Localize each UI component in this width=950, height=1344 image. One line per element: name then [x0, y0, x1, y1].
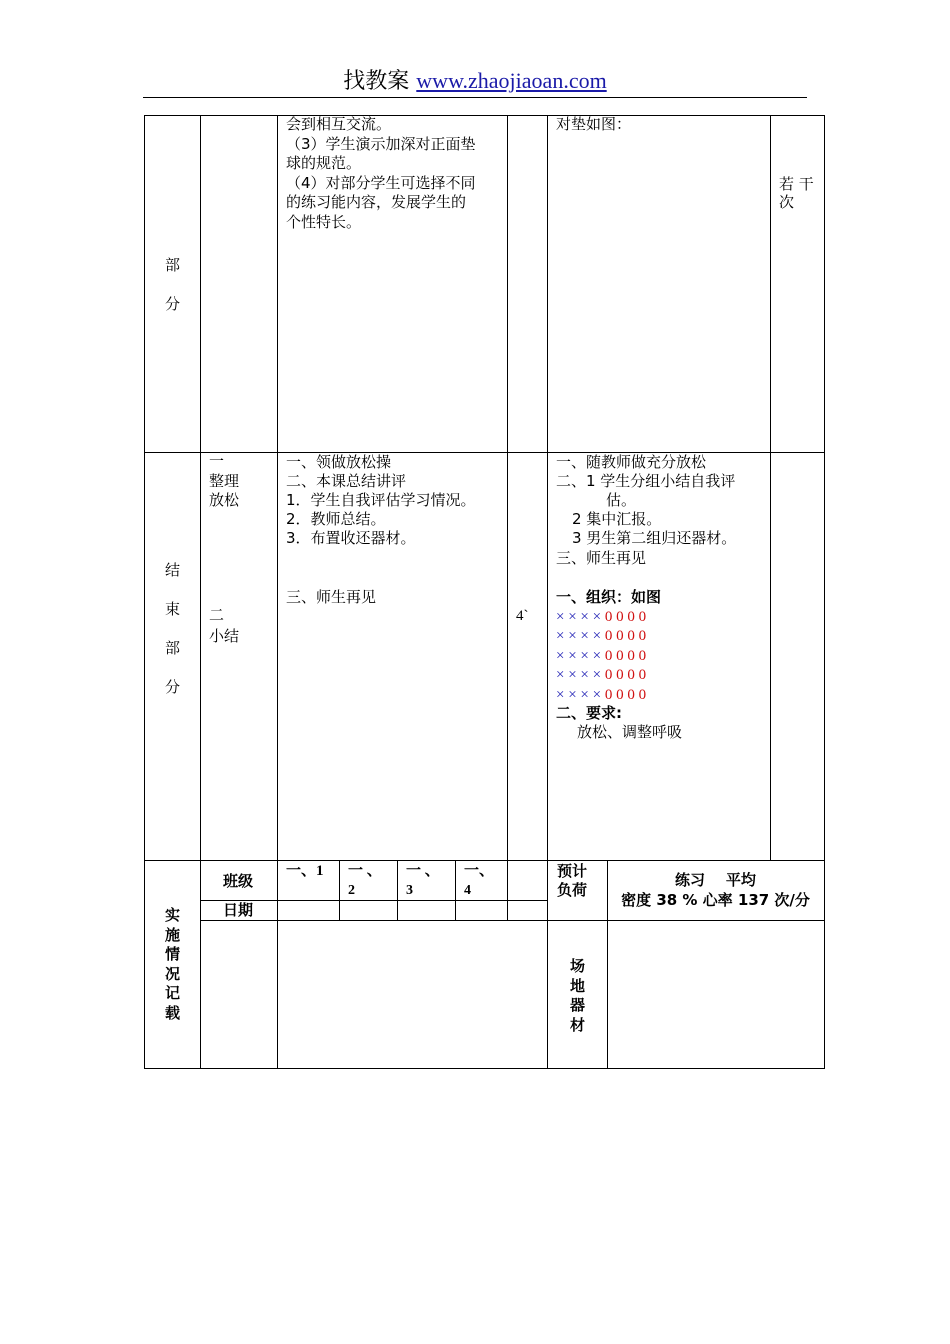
- org-line: 一、随教师做充分放松: [556, 453, 707, 471]
- section-top-label: [145, 256, 200, 314]
- label-char: 结: [164, 561, 180, 579]
- header-title: 找教案: [343, 69, 410, 94]
- label-char: 束: [164, 600, 180, 618]
- content-line: 二、本课总结讲评: [286, 472, 407, 490]
- label-char: 部: [164, 639, 180, 657]
- content-line: 的练习能内容，发展学生的: [286, 193, 467, 211]
- content-line: 球的规范。: [286, 154, 362, 172]
- content-line: 3．布置收还器材。: [286, 529, 416, 547]
- class-line: 一、: [464, 863, 495, 879]
- label-char: 材: [569, 1015, 585, 1034]
- formation-row: [556, 647, 646, 667]
- header-rule: [143, 97, 807, 98]
- load-label-line: 预计: [557, 862, 588, 880]
- label-char: 部: [164, 256, 180, 274]
- formation-crosses: × × × ×: [556, 667, 605, 684]
- col-divider: [770, 115, 771, 860]
- formation-crosses: × × × ×: [556, 609, 605, 625]
- label-char: 地: [569, 976, 585, 995]
- col-divider: [277, 115, 278, 1068]
- col-divider: [200, 115, 201, 1068]
- table-right-border: [824, 115, 825, 1068]
- content-line: 一、领做放松操: [286, 453, 392, 471]
- label-char: 载: [164, 1003, 180, 1022]
- record-label: [145, 906, 200, 1023]
- org-line: 估。: [606, 491, 637, 509]
- section-end-time: 4`: [516, 608, 529, 624]
- stage-line: 二: [209, 606, 225, 624]
- content-line: （3）学生演示加深对正面垫: [286, 135, 476, 153]
- row-divider: [144, 860, 825, 861]
- col-divider: [339, 860, 340, 920]
- label-char: 实: [164, 906, 180, 924]
- content-line: 三、师生再见: [286, 588, 377, 606]
- stage-line: 一: [209, 452, 225, 470]
- formation-circles: 0 0 0 0: [604, 667, 647, 684]
- count-line: 若 干: [779, 175, 814, 193]
- class-line: 4: [464, 883, 471, 898]
- col-divider: [397, 860, 398, 920]
- formation-crosses: × × × ×: [556, 628, 605, 645]
- formation-circles: 0 0 0 0: [604, 647, 647, 664]
- label-char: 情: [164, 945, 180, 963]
- row-divider: [547, 920, 825, 921]
- content-line: 会到相互交流。: [286, 115, 392, 133]
- col-divider: [507, 860, 508, 920]
- section-end-label: [145, 561, 200, 697]
- col-divider: [455, 860, 456, 920]
- class-line: 2: [348, 883, 355, 898]
- class-line: 一 、: [406, 863, 440, 879]
- formation-crosses: × × × ×: [556, 686, 605, 703]
- org-line: 3 男生第二组归还器材。: [572, 529, 737, 547]
- header-site-link[interactable]: www.zhaojiaoan.com: [416, 68, 607, 93]
- org-heading: 一、组织：如图: [556, 588, 662, 606]
- table-bottom-border: [144, 1068, 825, 1069]
- class-line: 一 、: [348, 863, 382, 879]
- formation-circles: 0 0 0 0: [604, 609, 647, 625]
- formation-row: [556, 608, 646, 628]
- load-label-line: 负荷: [557, 881, 588, 899]
- formation-crosses: × × × ×: [556, 647, 605, 664]
- content-line: 2．教师总结。: [286, 510, 386, 528]
- org-line: 2 集中汇报。: [572, 510, 662, 528]
- formation-row: [556, 686, 646, 706]
- content-line: （4）对部分学生可选择不同: [286, 174, 476, 192]
- row-divider: [144, 452, 825, 453]
- formation-circles: 0 0 0 0: [604, 628, 647, 645]
- date-label: 日期: [223, 901, 254, 919]
- stage-line: 小结: [209, 627, 240, 645]
- count-line: 次: [779, 193, 795, 211]
- load-line: 练习 平均: [675, 871, 756, 889]
- col-divider: [507, 115, 508, 860]
- requirement-heading: 二、要求:: [556, 704, 622, 722]
- page-header: [0, 66, 950, 97]
- label-char: 况: [164, 964, 180, 983]
- content-line: 1．学生自我评估学习情况。: [286, 491, 476, 509]
- class-line: 一、1: [286, 863, 324, 879]
- label-char: 施: [164, 925, 180, 944]
- col-divider: [547, 115, 548, 1068]
- load-line: 密度 38 % 心率 137 次/分: [621, 891, 810, 909]
- formation-row: [556, 627, 646, 647]
- venue-label: [548, 957, 607, 1035]
- stage-line: 放松: [209, 491, 240, 509]
- class-label: 班级: [223, 872, 254, 890]
- stage-line: 整理: [209, 472, 240, 490]
- formation-circles: 0 0 0 0: [604, 686, 647, 703]
- formation-row: [556, 666, 646, 686]
- label-char: 器: [569, 996, 585, 1014]
- requirement-text: 放松、调整呼吸: [577, 723, 683, 741]
- label-char: 分: [164, 678, 180, 696]
- org-line: 三、师生再见: [556, 549, 647, 567]
- label-char: 分: [164, 295, 180, 313]
- org-line: 二、1 学生分组小结自我评: [556, 472, 736, 490]
- class-line: 3: [406, 883, 413, 898]
- label-char: 场: [569, 957, 585, 975]
- table-top-border: [144, 115, 825, 116]
- label-char: 记: [164, 984, 180, 1002]
- content-line: 个性特长。: [286, 213, 362, 231]
- section-top-org: 对垫如图：: [556, 115, 632, 133]
